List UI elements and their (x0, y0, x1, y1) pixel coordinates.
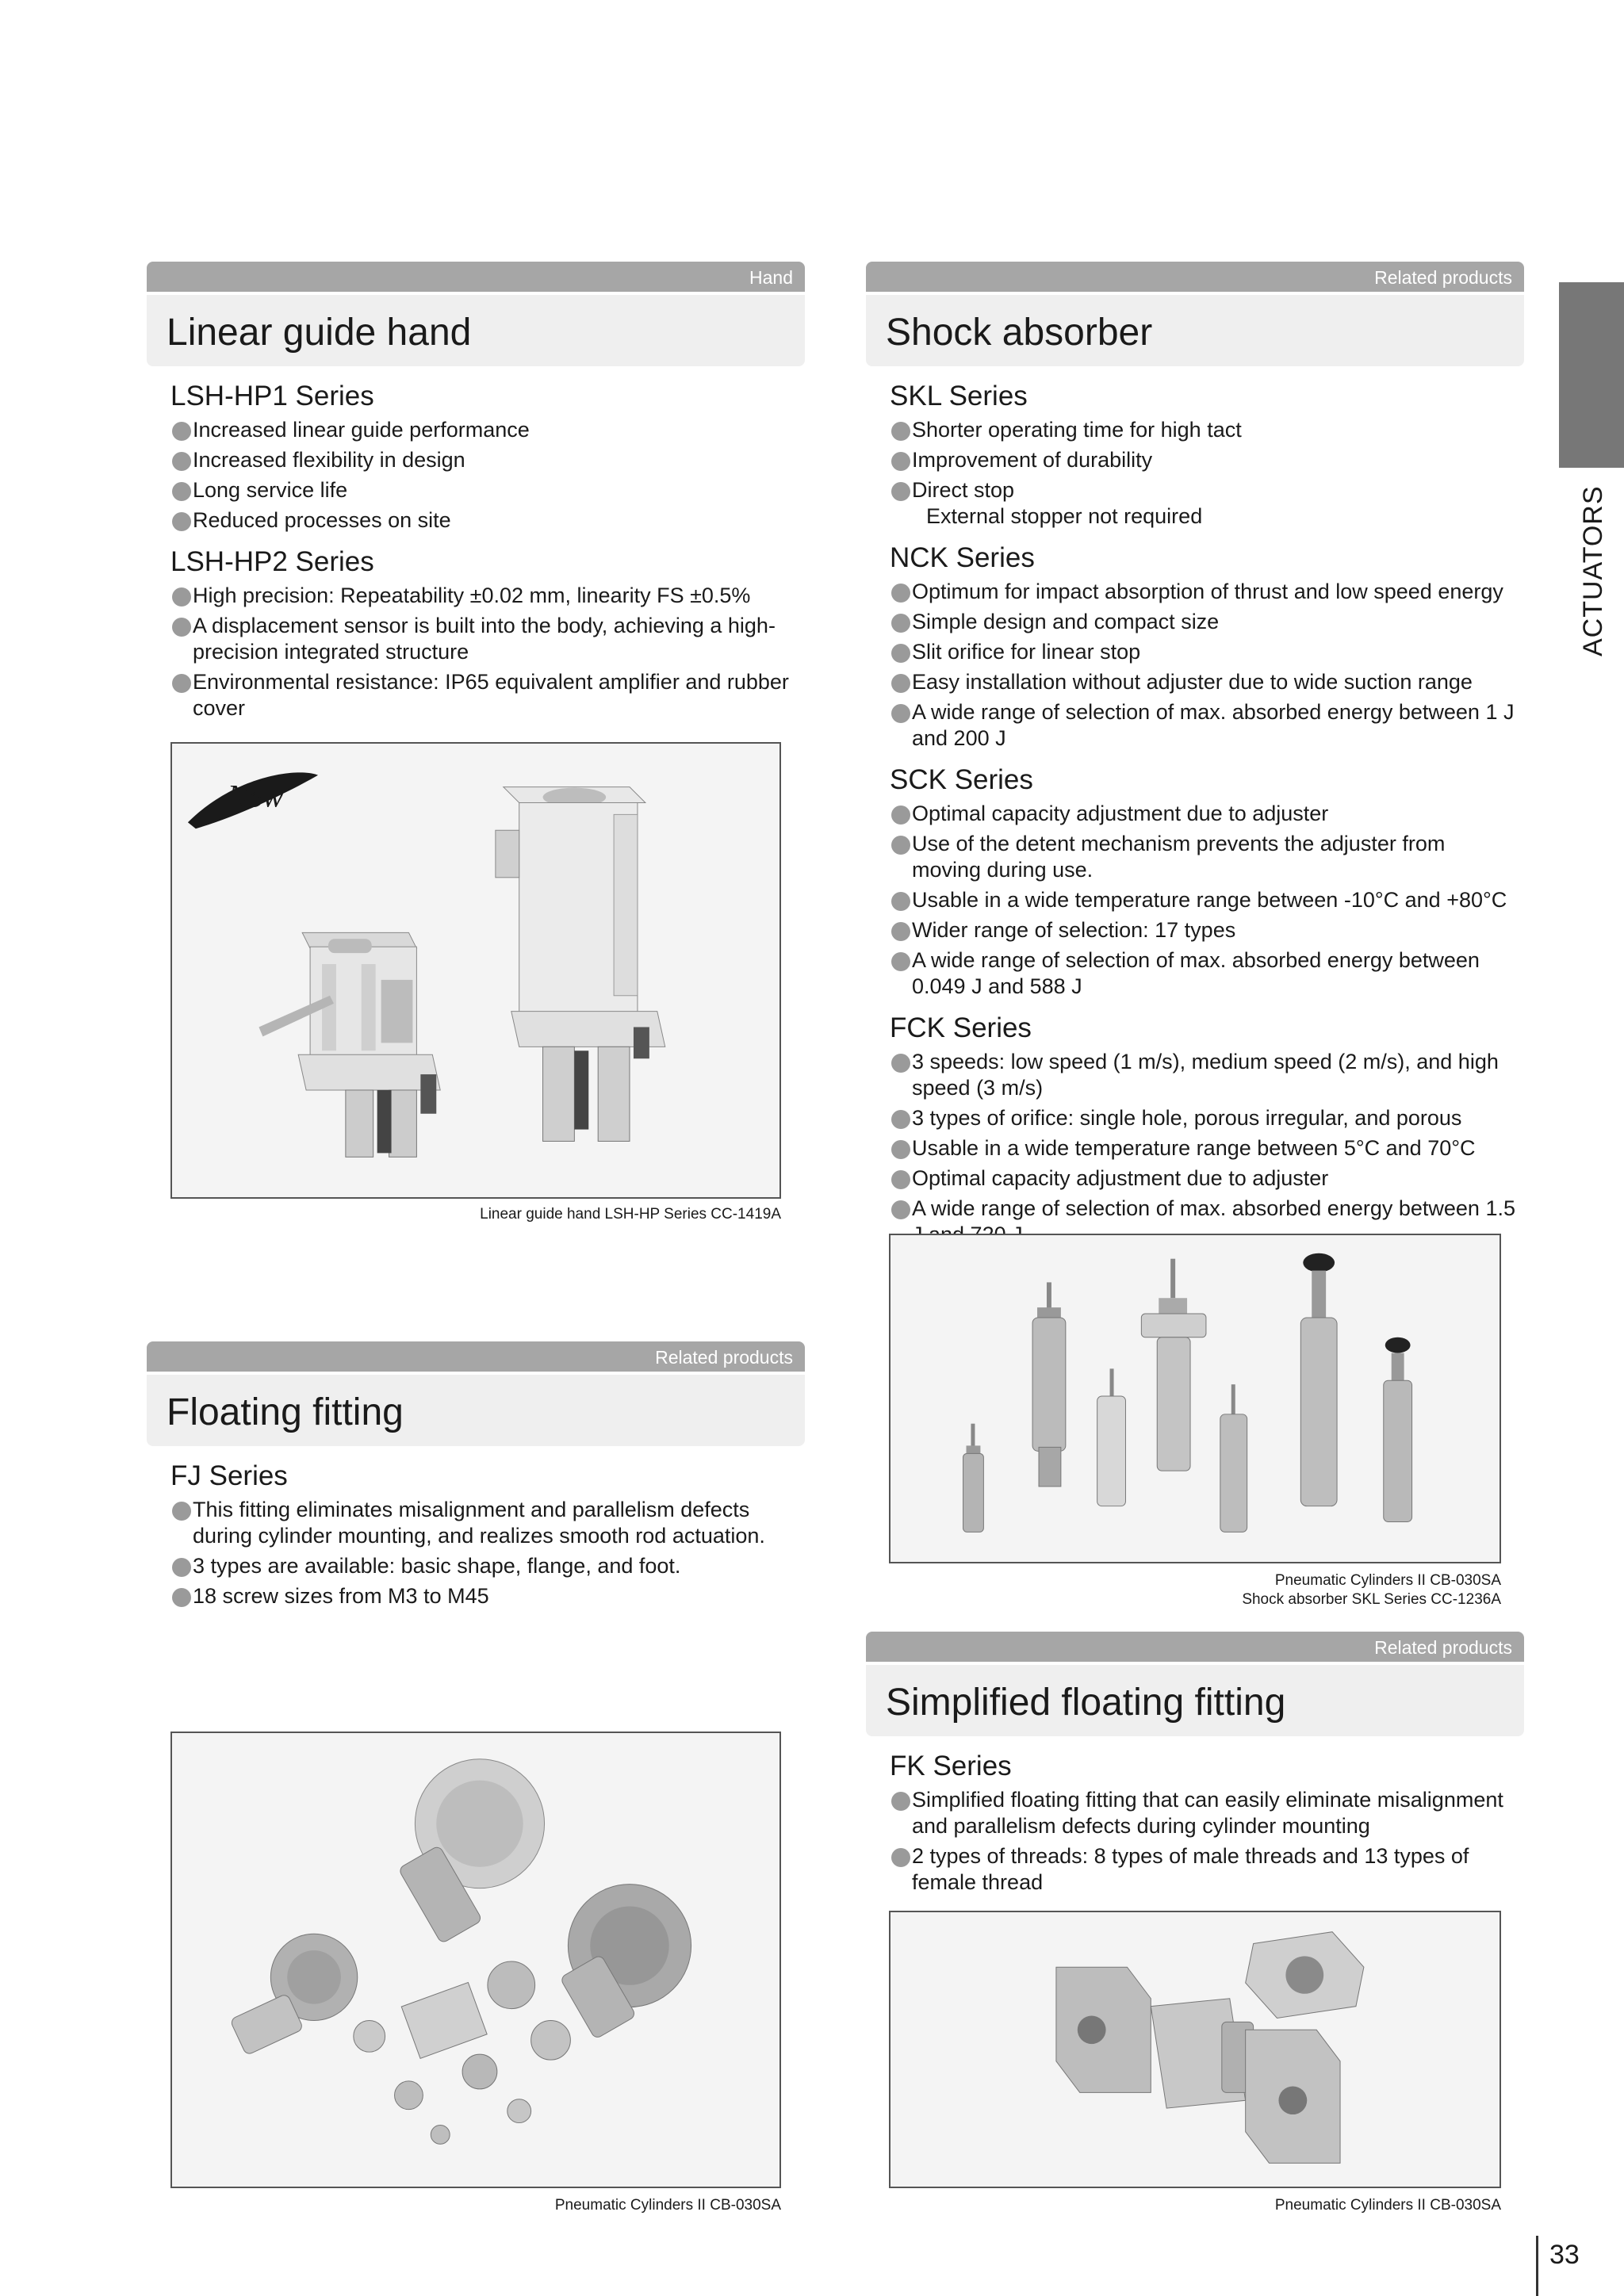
bullet-icon (891, 1200, 910, 1219)
feature-item: Use of the detent mechanism prevents the adjuster from moving during use. (890, 831, 1516, 883)
bullet-icon (891, 922, 910, 941)
product-photo-floating-fittings (170, 1732, 781, 2188)
bullet-icon (172, 1502, 191, 1521)
product-photo-simplified-floating-fitting (889, 1911, 1501, 2188)
series-name: FJ Series (170, 1460, 288, 1491)
feature-sub-note: External stopper not required (926, 504, 1203, 528)
bullet-icon (891, 1140, 910, 1159)
feature-list (890, 1787, 1516, 1896)
bullet-icon (891, 482, 910, 501)
category-bar: Related products (866, 262, 1524, 292)
feature-item: Increased flexibility in design (170, 447, 797, 473)
series-name: LSH-HP1 Series (170, 381, 374, 411)
bullet-icon (172, 482, 191, 501)
bullet-icon (891, 806, 910, 825)
side-tab-label: ACTUATORS (1578, 485, 1608, 656)
bullet-icon (891, 452, 910, 471)
section-shock-absorber (866, 262, 1524, 1252)
product-photo-linear-guide-hand (170, 742, 781, 1199)
section-title: Shock absorber (866, 295, 1524, 366)
bullet-icon (172, 1558, 191, 1577)
bullet-icon (172, 674, 191, 693)
bullet-icon (891, 1110, 910, 1129)
feature-item: A wide range of selection of max. absorbed energy between 1 J and 200 J (890, 699, 1516, 752)
section-title: Linear guide hand (147, 295, 805, 366)
bullet-icon (891, 892, 910, 911)
photo-caption: Pneumatic Cylinders II CB-030SA (1274, 2197, 1501, 2214)
feature-list (170, 583, 797, 721)
feature-item: A wide range of selection of max. absorbed energy between 1.5 (890, 1196, 1516, 1248)
feature-item: Shorter operating time for high tact (890, 417, 1516, 443)
feature-item: A wide range of selection of max. absorbed energy between 0.049 J and 588 J (890, 947, 1516, 1000)
feature-item: High precision: Repeatability ±0.02 mm, linearity FS ±0.5% (170, 583, 797, 609)
series-name: LSH-HP2 Series (170, 546, 374, 577)
feature-item: Usable in a wide temperature range between -10°C and +80°C (890, 887, 1516, 913)
bullet-icon (172, 422, 191, 441)
feature-item: 2 types of threads: 8 types of male threads and 13 types of female thread (890, 1843, 1516, 1896)
feature-item: 18 screw sizes from M3 to M45 (170, 1583, 797, 1609)
section-title: Floating fitting (147, 1375, 805, 1446)
feature-item: Easy installation without adjuster due to wide suction range (890, 669, 1516, 695)
feature-list (890, 801, 1516, 1000)
series-name: FK Series (890, 1751, 1012, 1781)
caption-line: Shock absorber SKL Series CC-1236A (1242, 1591, 1501, 1608)
feature-item: Slit orifice for linear stop (890, 639, 1516, 665)
bullet-icon (891, 1848, 910, 1867)
side-tab-marker (1559, 282, 1624, 468)
feature-list (890, 417, 1516, 530)
feature-item: Wider range of selection: 17 types (890, 917, 1516, 943)
bullet-icon (891, 584, 910, 603)
bullet-icon (172, 618, 191, 637)
series-name: SCK Series (890, 764, 1033, 795)
feature-item: Environmental resistance: IP65 equivalent amplifier and rubber cover (170, 669, 797, 721)
feature-item: 3 speeds: low speed (1 m/s), medium speed (2 m/s), and high speed (3 m/s) (890, 1049, 1516, 1101)
series-name: FCK Series (890, 1012, 1032, 1043)
bullet-icon (172, 587, 191, 607)
photo-caption (1031, 1571, 1501, 1609)
bullet-icon (172, 1588, 191, 1607)
caption-line: Pneumatic Cylinders II CB-030SA (1274, 1572, 1501, 1589)
feature-item: A displacement sensor is built into the body, achieving a high-precision integrated structure (170, 613, 797, 665)
bullet-icon (891, 1170, 910, 1189)
feature-list (170, 1497, 797, 1609)
feature-item: Reduced processes on site (170, 507, 797, 534)
photo-caption: Pneumatic Cylinders II CB-030SA (554, 2197, 781, 2214)
feature-item: Optimum for impact absorption of thrust and low speed energy (890, 579, 1516, 605)
feature-item: 3 types are available: basic shape, flange, and foot. (170, 1553, 797, 1579)
section-linear-guide-hand (147, 262, 805, 725)
svg-text:New: New (227, 779, 284, 814)
product-photo-shock-absorbers (889, 1234, 1501, 1563)
photo-caption: Linear guide hand LSH-HP Series CC-1419A (480, 1206, 781, 1223)
feature-list (890, 1049, 1516, 1248)
bullet-icon (172, 452, 191, 471)
feature-list (170, 417, 797, 534)
bullet-icon (891, 614, 910, 633)
bullet-icon (891, 644, 910, 663)
bullet-icon (891, 1792, 910, 1811)
bullet-icon (891, 836, 910, 855)
page-number: 33 (1536, 2236, 1607, 2296)
bullet-icon (891, 674, 910, 693)
bullet-icon (172, 512, 191, 531)
feature-item: Simple design and compact size (890, 609, 1516, 635)
feature-item: This fitting eliminates misalignment and parallelism defects during cylinder mounting, and realizes smooth rod actuation. (170, 1497, 797, 1549)
feature-item: 3 types of orifice: single hole, porous irregular, and porous (890, 1105, 1516, 1131)
category-bar: Hand (147, 262, 805, 292)
bullet-icon (891, 1054, 910, 1073)
series-name: NCK Series (890, 542, 1035, 573)
feature-item: Optimal capacity adjustment due to adjuster (890, 801, 1516, 827)
feature-item: Simplified floating fitting that can easily eliminate misalignment and parallelism defects during cylinder mounting (890, 1787, 1516, 1839)
section-simplified-floating-fitting (866, 1632, 1524, 1900)
feature-item: Usable in a wide temperature range between 5°C and 70°C (890, 1135, 1516, 1161)
bullet-icon (891, 704, 910, 723)
feature-item: Long service life (170, 477, 797, 503)
feature-list (890, 579, 1516, 752)
bullet-icon (891, 952, 910, 971)
category-bar: Related products (866, 1632, 1524, 1662)
section-floating-fitting (147, 1341, 805, 1613)
feature-item: Improvement of durability (890, 447, 1516, 473)
feature-item: Direct stop External stopper not required (890, 477, 1516, 530)
category-bar: Related products (147, 1341, 805, 1372)
series-name: SKL Series (890, 381, 1028, 411)
feature-item: Optimal capacity adjustment due to adjuster (890, 1165, 1516, 1192)
bullet-icon (891, 422, 910, 441)
feature-item: Increased linear guide performance (170, 417, 797, 443)
section-title: Simplified floating fitting (866, 1665, 1524, 1736)
